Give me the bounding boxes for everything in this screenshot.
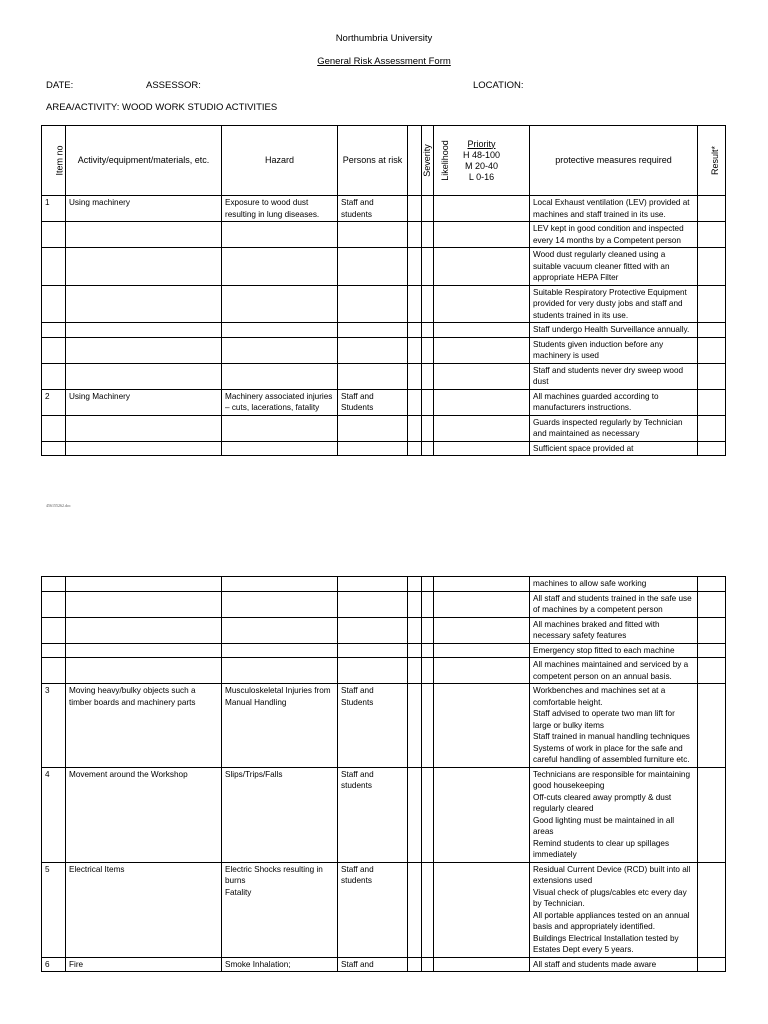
result-cell xyxy=(698,862,726,957)
table-row xyxy=(42,441,726,456)
priority-cell xyxy=(434,196,530,222)
item-no-cell xyxy=(42,222,66,248)
severity-cell xyxy=(408,222,422,248)
result-cell xyxy=(698,643,726,658)
item-no-cell xyxy=(42,617,66,643)
location-label: LOCATION: xyxy=(473,80,524,91)
item-no-cell: 5 xyxy=(42,862,66,957)
likelihood-cell xyxy=(422,658,434,684)
measure-cell: Sufficient space provided at xyxy=(530,441,698,456)
hazard-cell: Electric Shocks resulting in burns Fatality xyxy=(222,862,338,957)
activity-cell xyxy=(66,591,222,617)
hazard-cell xyxy=(222,285,338,323)
persons-cell: Staff and xyxy=(338,957,408,972)
persons-cell: Staff and Students xyxy=(338,684,408,768)
likelihood-cell xyxy=(422,415,434,441)
persons-cell: Staff and students xyxy=(338,767,408,862)
activity-cell: Fire xyxy=(66,957,222,972)
activity-cell xyxy=(66,643,222,658)
likelihood-cell xyxy=(422,862,434,957)
severity-cell xyxy=(408,957,422,972)
priority-cell xyxy=(434,577,530,592)
item-no-cell xyxy=(42,415,66,441)
measure-cell: Students given induction before any machinery is used xyxy=(530,337,698,363)
activity-cell xyxy=(66,222,222,248)
persons-cell xyxy=(338,577,408,592)
likelihood-cell xyxy=(422,389,434,415)
priority-cell xyxy=(434,389,530,415)
table-row xyxy=(42,957,726,972)
priority-cell xyxy=(434,643,530,658)
severity-cell xyxy=(408,337,422,363)
table-row xyxy=(42,389,726,415)
activity-cell: Moving heavy/bulky objects such a timber boards and machinery parts xyxy=(66,684,222,768)
item-no-cell: 1 xyxy=(42,196,66,222)
table-row xyxy=(42,363,726,389)
hazard-cell xyxy=(222,441,338,456)
result-cell xyxy=(698,323,726,338)
hazard-cell xyxy=(222,337,338,363)
hazard-cell xyxy=(222,222,338,248)
result-cell xyxy=(698,577,726,592)
likelihood-cell xyxy=(422,441,434,456)
persons-cell xyxy=(338,617,408,643)
measure-cell: machines to allow safe working xyxy=(530,577,698,592)
priority-cell xyxy=(434,658,530,684)
hazard-cell: Machinery associated injuries – cuts, lacerations, fatality xyxy=(222,389,338,415)
priority-cell xyxy=(434,222,530,248)
measure-cell: All machines guarded according to manufacturers instructions. xyxy=(530,389,698,415)
likelihood-cell xyxy=(422,591,434,617)
measure-cell: Suitable Respiratory Protective Equipment provided for very dusty jobs and staff and students trained in its use. xyxy=(530,285,698,323)
assessor-label: ASSESSOR: xyxy=(146,80,201,91)
measure-cell: All staff and students made aware xyxy=(530,957,698,972)
item-no-cell xyxy=(42,285,66,323)
likelihood-cell xyxy=(422,248,434,286)
hazard-cell xyxy=(222,323,338,338)
activity-cell xyxy=(66,337,222,363)
result-cell xyxy=(698,248,726,286)
persons-cell xyxy=(338,591,408,617)
severity-cell xyxy=(408,684,422,768)
priority-cell xyxy=(434,684,530,768)
severity-cell xyxy=(408,767,422,862)
activity-cell xyxy=(66,577,222,592)
likelihood-cell xyxy=(422,337,434,363)
result-cell xyxy=(698,415,726,441)
header-result: Result* xyxy=(698,126,726,196)
organization-name: Northumbria University xyxy=(335,33,433,44)
item-no-cell xyxy=(42,643,66,658)
activity-cell xyxy=(66,323,222,338)
result-cell xyxy=(698,285,726,323)
severity-cell xyxy=(408,577,422,592)
activity-cell xyxy=(66,415,222,441)
activity-cell xyxy=(66,617,222,643)
activity-cell xyxy=(66,248,222,286)
area-activity-label: AREA/ACTIVITY: WOOD WORK STUDIO ACTIVITIES xyxy=(46,102,278,113)
activity-cell: Electrical Items xyxy=(66,862,222,957)
likelihood-cell xyxy=(422,767,434,862)
likelihood-cell xyxy=(422,643,434,658)
item-no-cell xyxy=(42,441,66,456)
risk-table-page-2 xyxy=(41,576,726,972)
severity-cell xyxy=(408,285,422,323)
hazard-cell xyxy=(222,248,338,286)
severity-cell xyxy=(408,441,422,456)
likelihood-cell xyxy=(422,617,434,643)
measure-cell: All staff and students trained in the safe use of machines by a competent person xyxy=(530,591,698,617)
activity-cell xyxy=(66,285,222,323)
table-row xyxy=(42,285,726,323)
item-no-cell: 2 xyxy=(42,389,66,415)
priority-cell xyxy=(434,957,530,972)
header-severity: Severity xyxy=(408,126,422,196)
activity-cell: Using machinery xyxy=(66,196,222,222)
priority-cell xyxy=(434,591,530,617)
item-no-cell: 3 xyxy=(42,684,66,768)
hazard-cell xyxy=(222,658,338,684)
severity-cell xyxy=(408,415,422,441)
measure-cell: Staff and students never dry sweep wood dust xyxy=(530,363,698,389)
activity-cell xyxy=(66,441,222,456)
persons-cell xyxy=(338,285,408,323)
item-no-cell xyxy=(42,323,66,338)
risk-table-page-1 xyxy=(41,125,726,456)
persons-cell xyxy=(338,323,408,338)
date-label: DATE: xyxy=(46,80,74,91)
table-row xyxy=(42,617,726,643)
hazard-cell xyxy=(222,591,338,617)
persons-cell xyxy=(338,248,408,286)
persons-cell xyxy=(338,441,408,456)
form-title: General Risk Assessment Form xyxy=(317,56,451,67)
result-cell xyxy=(698,767,726,862)
hazard-cell: Smoke Inhalation; xyxy=(222,957,338,972)
table-row xyxy=(42,248,726,286)
measure-cell: Emergency stop fitted to each machine xyxy=(530,643,698,658)
likelihood-cell xyxy=(422,957,434,972)
severity-cell xyxy=(408,323,422,338)
severity-cell xyxy=(408,658,422,684)
table-row xyxy=(42,577,726,592)
measure-cell: Residual Current Device (RCD) built into all extensions used Visual check of plugs/cables etc every day by Technician. All portable appliances tested on an annual basis and appropriately identified. Buildings Electrical Installation tested by Estates Dept every 5 years. xyxy=(530,862,698,957)
likelihood-cell xyxy=(422,285,434,323)
item-no-cell xyxy=(42,577,66,592)
header-measures: protective measures required xyxy=(530,126,698,196)
table-header-row xyxy=(42,126,726,196)
persons-cell xyxy=(338,415,408,441)
likelihood-cell xyxy=(422,222,434,248)
header-persons: Persons at risk xyxy=(338,126,408,196)
priority-cell xyxy=(434,337,530,363)
persons-cell: Staff and students xyxy=(338,862,408,957)
persons-cell xyxy=(338,363,408,389)
priority-cell xyxy=(434,285,530,323)
measure-cell: Technicians are responsible for maintaining good housekeeping Off-cuts cleared away promptly & dust regularly cleared Good lighting must be maintained in all areas Remind students to clear up spillages immediately xyxy=(530,767,698,862)
result-cell xyxy=(698,389,726,415)
priority-cell xyxy=(434,363,530,389)
table-row xyxy=(42,196,726,222)
activity-cell: Using Machinery xyxy=(66,389,222,415)
hazard-cell: Exposure to wood dust resulting in lung diseases. xyxy=(222,196,338,222)
persons-cell xyxy=(338,658,408,684)
severity-cell xyxy=(408,196,422,222)
item-no-cell xyxy=(42,248,66,286)
hazard-cell: Musculoskeletal Injuries from Manual Handling xyxy=(222,684,338,768)
result-cell xyxy=(698,957,726,972)
priority-cell xyxy=(434,248,530,286)
result-cell xyxy=(698,441,726,456)
header-likelihood: Likelihood xyxy=(422,126,434,196)
header-activity: Activity/equipment/materials, etc. xyxy=(66,126,222,196)
priority-cell xyxy=(434,415,530,441)
table-row xyxy=(42,767,726,862)
hazard-cell xyxy=(222,617,338,643)
likelihood-cell xyxy=(422,323,434,338)
priority-cell xyxy=(434,323,530,338)
table-row xyxy=(42,415,726,441)
item-no-cell xyxy=(42,363,66,389)
result-cell xyxy=(698,222,726,248)
activity-cell xyxy=(66,363,222,389)
priority-cell xyxy=(434,862,530,957)
persons-cell xyxy=(338,643,408,658)
item-no-cell xyxy=(42,591,66,617)
result-cell xyxy=(698,658,726,684)
table-row xyxy=(42,337,726,363)
table-row xyxy=(42,591,726,617)
hazard-cell: Slips/Trips/Falls xyxy=(222,767,338,862)
header-priority: Priority H 48-100 M 20-40 L 0-16 xyxy=(434,126,530,196)
measure-cell: Local Exhaust ventilation (LEV) provided at machines and staff trained in its use. xyxy=(530,196,698,222)
priority-cell xyxy=(434,441,530,456)
persons-cell xyxy=(338,337,408,363)
severity-cell xyxy=(408,363,422,389)
severity-cell xyxy=(408,591,422,617)
hazard-cell xyxy=(222,363,338,389)
likelihood-cell xyxy=(422,363,434,389)
table-row xyxy=(42,684,726,768)
table-row xyxy=(42,643,726,658)
likelihood-cell xyxy=(422,577,434,592)
activity-cell xyxy=(66,658,222,684)
hazard-cell xyxy=(222,577,338,592)
likelihood-cell xyxy=(422,684,434,768)
measure-cell: Guards inspected regularly by Technician and maintained as necessary xyxy=(530,415,698,441)
measure-cell: Wood dust regularly cleaned using a suitable vacuum cleaner fitted with an appropriate HEPA Filter xyxy=(530,248,698,286)
severity-cell xyxy=(408,862,422,957)
item-no-cell: 6 xyxy=(42,957,66,972)
result-cell xyxy=(698,363,726,389)
result-cell xyxy=(698,196,726,222)
likelihood-cell xyxy=(422,196,434,222)
table-row xyxy=(42,862,726,957)
persons-cell: Staff and Students xyxy=(338,389,408,415)
severity-cell xyxy=(408,617,422,643)
priority-cell xyxy=(434,617,530,643)
persons-cell xyxy=(338,222,408,248)
persons-cell: Staff and students xyxy=(338,196,408,222)
measure-cell: Workbenches and machines set at a comfortable height. Staff advised to operate two man lift for large or bulky items Staff trained in manual handling techniques Systems of work in place for the safe and careful handling of assembled furniture etc. xyxy=(530,684,698,768)
header-hazard: Hazard xyxy=(222,126,338,196)
hazard-cell xyxy=(222,415,338,441)
measure-cell: All machines braked and fitted with necessary safety features xyxy=(530,617,698,643)
item-no-cell: 4 xyxy=(42,767,66,862)
severity-cell xyxy=(408,248,422,286)
result-cell xyxy=(698,617,726,643)
severity-cell xyxy=(408,643,422,658)
item-no-cell xyxy=(42,337,66,363)
table-row xyxy=(42,323,726,338)
table-row xyxy=(42,222,726,248)
header-item-no: Item no xyxy=(42,126,66,196)
result-cell xyxy=(698,684,726,768)
item-no-cell xyxy=(42,658,66,684)
measure-cell: LEV kept in good condition and inspected every 14 months by a Competent person xyxy=(530,222,698,248)
table-row xyxy=(42,658,726,684)
priority-cell xyxy=(434,767,530,862)
result-cell xyxy=(698,337,726,363)
hazard-cell xyxy=(222,643,338,658)
activity-cell: Movement around the Workshop xyxy=(66,767,222,862)
measure-cell: All machines maintained and serviced by a competent person on an annual basis. xyxy=(530,658,698,684)
result-cell xyxy=(698,591,726,617)
severity-cell xyxy=(408,389,422,415)
page-break xyxy=(0,520,768,576)
document-reference: 456155262.doc xyxy=(46,503,71,508)
measure-cell: Staff undergo Health Surveillance annually. xyxy=(530,323,698,338)
